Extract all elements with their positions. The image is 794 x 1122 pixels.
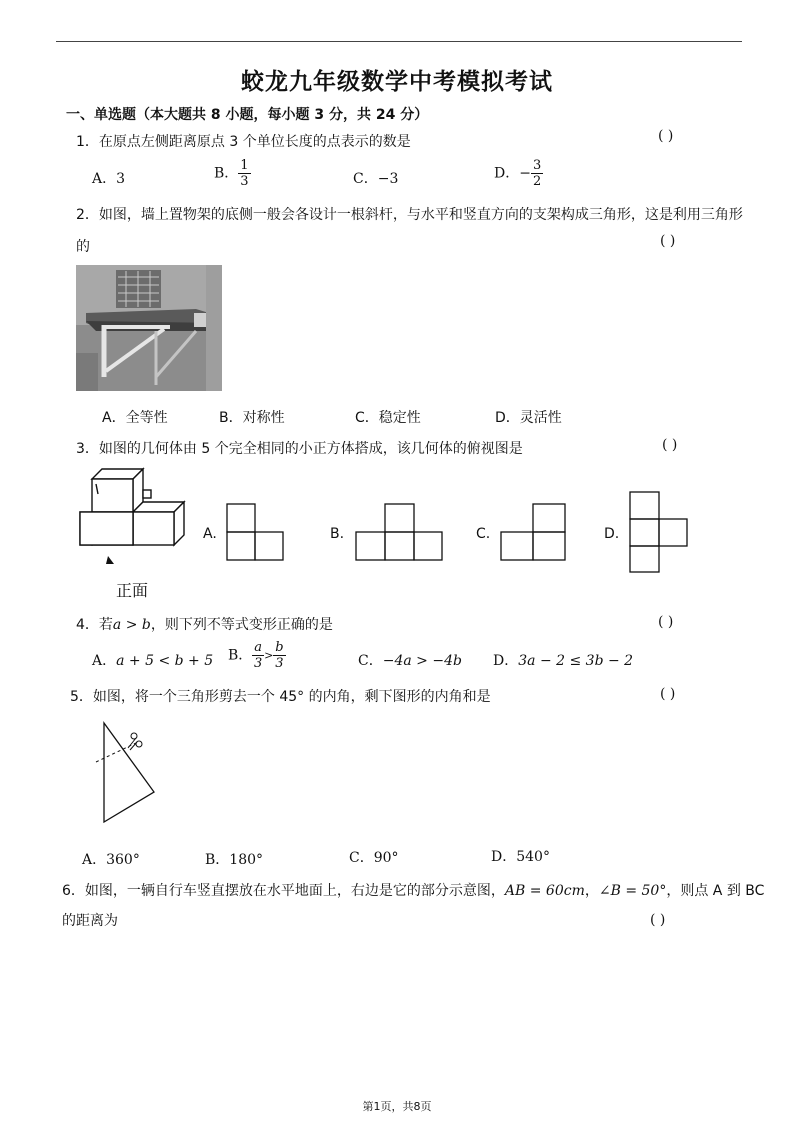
fraction: [252, 641, 264, 670]
section-heading: 一、单选题（本大题共 8 小题，每小题 3 分，共 24 分）: [66, 107, 429, 123]
fraction: [238, 159, 250, 188]
stem-text: ，则下列不等式变形正确的是: [150, 617, 333, 633]
stem-text: 4．若: [76, 617, 113, 633]
q3-option-a[interactable]: A.: [203, 526, 217, 542]
q6-stem-line1: [62, 880, 764, 900]
option-label: C．: [353, 171, 378, 187]
q4-option-c[interactable]: [358, 650, 462, 670]
fraction: [531, 159, 543, 188]
option-label: B．: [228, 647, 253, 664]
front-view-label: 正面: [116, 581, 149, 600]
q6-answer-paren[interactable]: ( ): [650, 912, 666, 928]
option-value: −3: [377, 171, 399, 187]
q1-option-b[interactable]: [214, 159, 251, 188]
q3-option-b[interactable]: B.: [330, 526, 345, 542]
numerator: a: [254, 640, 263, 655]
denominator: 3: [240, 174, 249, 189]
q4-stem: [76, 614, 333, 634]
page-footer: 第1页，共8页: [362, 1100, 432, 1113]
option-label: C．: [358, 653, 383, 669]
q4-answer-paren[interactable]: ( ): [658, 614, 674, 630]
numerator: 3: [532, 158, 542, 173]
stem-text: ，则点 A 到 BC: [666, 883, 765, 899]
q5-option-b[interactable]: B．180°: [205, 852, 264, 868]
q3-option-a-figure: [226, 503, 284, 561]
fraction: [273, 641, 285, 670]
q4-option-b[interactable]: [228, 641, 286, 670]
triangle-cut-figure: [92, 718, 162, 824]
q2-option-d[interactable]: D．灵活性: [495, 410, 562, 426]
cube-solid-figure: [78, 464, 184, 574]
q5-stem: 5．如图，将一个三角形剪去一个 45° 的内角，剩下图形的内角和是: [70, 689, 491, 705]
q2-option-c[interactable]: C．稳定性: [355, 410, 421, 426]
numerator: b: [275, 640, 284, 655]
length-ab: AB = 60cm: [504, 883, 585, 899]
q5-option-d[interactable]: D．540°: [491, 849, 550, 865]
stem-text: 6．如图，一辆自行车竖直摆放在水平地面上，右边是它的部分示意图，: [62, 883, 505, 899]
q3-option-d[interactable]: D.: [604, 526, 620, 542]
option-value: 3a − 2 ≤ 3b − 2: [518, 653, 634, 669]
option-label: D．: [493, 653, 519, 669]
scissors-icon: [128, 733, 142, 750]
q4-option-a[interactable]: [92, 650, 213, 670]
option-value: a + 5 < b + 5: [116, 653, 214, 669]
q2-option-b[interactable]: B．对称性: [219, 410, 285, 426]
option-value: 3: [116, 171, 126, 187]
option-label: B．: [214, 165, 239, 182]
q5-option-c[interactable]: C．90°: [349, 850, 399, 866]
denominator: 3: [275, 656, 284, 671]
top-rule: [56, 41, 742, 42]
q2-answer-paren[interactable]: ( ): [660, 233, 676, 249]
numerator: 1: [240, 158, 249, 173]
q4-option-d[interactable]: [493, 650, 633, 670]
q3-option-d-figure: [629, 491, 688, 573]
denominator: 3: [254, 656, 263, 671]
shelf-photo: [76, 265, 222, 391]
q1-stem: 1．在原点左侧距离原点 3 个单位长度的点表示的数是: [76, 134, 411, 150]
q2-stem-line2: 的: [76, 239, 90, 255]
option-label: A．: [92, 653, 117, 669]
q1-option-a[interactable]: [92, 168, 125, 188]
q5-option-a[interactable]: A．360°: [82, 852, 140, 868]
relation: >: [264, 649, 274, 662]
option-label: D．: [494, 165, 520, 182]
q3-option-c-figure: [500, 503, 566, 561]
q3-option-b-figure: [355, 503, 443, 561]
q1-option-c[interactable]: [353, 168, 398, 188]
option-value: −4a > −4b: [382, 653, 462, 669]
exam-title: 蛟龙九年级数学中考模拟考试: [241, 69, 553, 95]
q1-option-d[interactable]: [494, 159, 543, 188]
q1-answer-paren[interactable]: ( ): [658, 128, 674, 144]
q6-stem-line2: 的距离为: [62, 913, 118, 929]
q5-answer-paren[interactable]: ( ): [660, 686, 676, 702]
q3-option-c[interactable]: C.: [476, 526, 491, 542]
condition: a > b: [112, 617, 151, 633]
option-label: A．: [92, 171, 117, 187]
q3-answer-paren[interactable]: ( ): [662, 437, 678, 453]
q2-stem-line1: 2．如图，墙上置物架的底侧一般会各设计一根斜杆，与水平和竖直方向的支架构成三角形，这是利用三角形: [76, 207, 743, 223]
q3-stem: 3．如图的几何体由 5 个完全相同的小正方体搭成，该几何体的俯视图是: [76, 441, 523, 457]
denominator: 2: [532, 174, 542, 189]
angle-b: ∠B = 50°: [598, 883, 667, 899]
q2-option-a[interactable]: A．全等性: [102, 410, 168, 426]
stem-text: ，: [584, 883, 599, 899]
minus-sign: −: [519, 165, 531, 182]
